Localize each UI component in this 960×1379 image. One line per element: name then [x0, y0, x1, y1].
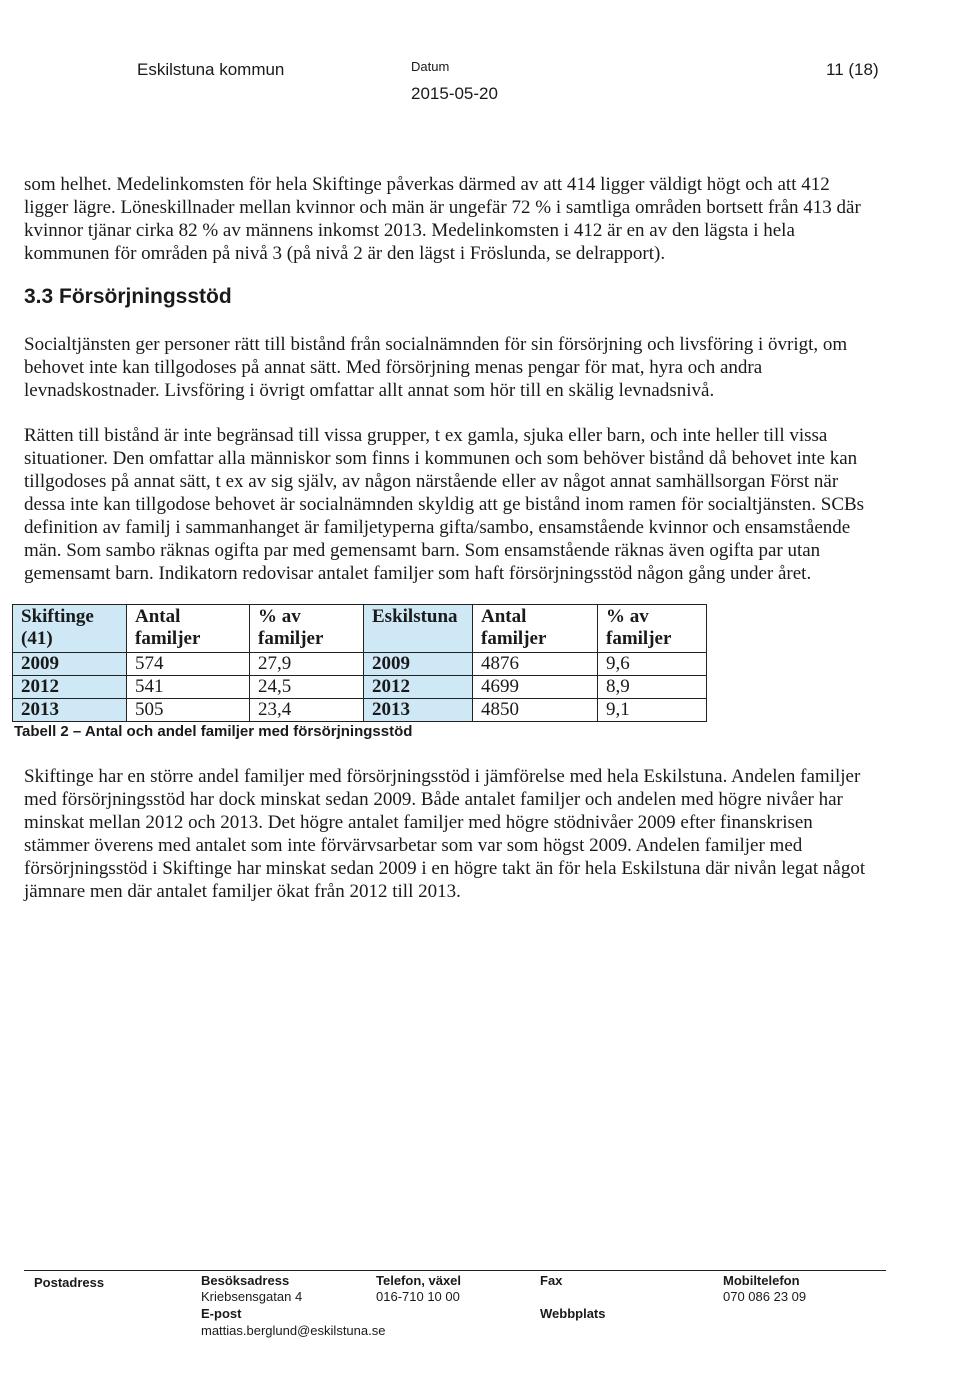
text-line: situationer. Den omfattar alla människor som finns i kommunen och som behöver bistånd då behovet inte kan — [24, 448, 858, 469]
besoksadress-value: Kriebsensgatan 4 — [201, 1289, 303, 1304]
text-line: dessa inte kan tillgodose behovet är socialnämnden skyldig att ge bistånd inom ramen för socialtjänsten. SCBs — [24, 494, 865, 515]
header-cell-percent2 — [598, 605, 707, 653]
text-line: som helhet. Medelinkomsten för hela Skiftinge påverkas därmed av att 414 ligger väldigt högt och att 412 — [24, 174, 830, 195]
header-text: Skiftinge — [21, 606, 94, 627]
header-text: Eskilstuna — [372, 606, 458, 627]
org-name: Eskilstuna kommun — [137, 60, 285, 79]
header-text: familjer — [606, 628, 672, 649]
table-row — [13, 653, 707, 676]
paragraph-ratten — [24, 424, 904, 585]
year-cell: 2013 — [364, 699, 473, 722]
text-line: Rätten till bistånd är inte begränsad till vissa grupper, t ex gamla, sjuka eller barn, och inte heller till vissa — [24, 425, 828, 446]
percent-cell: 24,5 — [250, 676, 364, 699]
table-row — [13, 676, 707, 699]
footer-divider — [24, 1270, 886, 1271]
header-text: % av — [606, 606, 649, 627]
header-text: familjer — [481, 628, 547, 649]
table-row — [13, 699, 707, 722]
header-cell-percent — [250, 605, 364, 653]
text-line: tillgodoses på annat sätt, t ex av sig själv, av någon närstående eller av något annat samhällsorgan Först när — [24, 471, 839, 492]
header-text: % av — [258, 606, 301, 627]
percent-cell: 8,9 — [598, 676, 707, 699]
text-line: levnadskostnader. Livsföring i övrigt omfattar allt annat som hör till en skälig levnadsnivå. — [24, 380, 715, 401]
count-cell: 4850 — [473, 699, 598, 722]
mobil-label: Mobiltelefon — [723, 1273, 800, 1288]
text-line: definition av familj i sammanhanget är familjetyperna gifta/sambo, ensamstående kvinnor och ensamstående — [24, 517, 851, 538]
text-line: jämnare men där antalet familjer ökat från 2012 till 2013. — [24, 881, 461, 902]
besoksadress-label: Besöksadress — [201, 1273, 290, 1288]
header-cell-area2 — [364, 605, 473, 653]
count-cell: 505 — [127, 699, 250, 722]
table-header-row — [13, 605, 707, 653]
text-line: gemensamt barn. Indikatorn redovisar antalet familjer som haft försörjningsstöd någon gång under året. — [24, 563, 812, 584]
telefon-value: 016-710 10 00 — [376, 1289, 460, 1304]
postadress-label: Postadress — [34, 1275, 105, 1290]
text-line: män. Som sambo räknas ogifta par med gemensamt barn. Som ensamstående räknas även ogifta par utan — [24, 540, 821, 561]
text-line: med försörjningsstöd har dock minskat sedan 2009. Både antalet familjer och andelen med högre nivåer har — [24, 789, 843, 810]
page-number: 11 (18) — [826, 60, 879, 79]
text-line: minskat mellan 2012 och 2013. Det högre antalet familjer med högre stödnivåer 2009 efter finanskrisen — [24, 812, 813, 833]
percent-cell: 9,1 — [598, 699, 707, 722]
mobil-value: 070 086 23 09 — [723, 1289, 807, 1304]
percent-cell: 9,6 — [598, 653, 707, 676]
webbplats-label: Webbplats — [540, 1306, 606, 1321]
count-cell: 541 — [127, 676, 250, 699]
year-cell: 2013 — [13, 699, 127, 722]
statistics-table — [12, 604, 707, 722]
header-cell-count2 — [473, 605, 598, 653]
year-cell: 2009 — [364, 653, 473, 676]
text-line: Socialtjänsten ger personer rätt till bistånd från socialnämnden för sin försörjning och livsföring i övrigt, om — [24, 334, 848, 355]
date-value: 2015-05-20 — [411, 84, 498, 103]
percent-cell: 23,4 — [250, 699, 364, 722]
text-line: behovet inte kan tillgodoses på annat sätt. Med försörjning menas pengar för mat, hyra och andra — [24, 357, 763, 378]
header-text: familjer — [135, 628, 201, 649]
year-cell: 2012 — [13, 676, 127, 699]
fax-label: Fax — [540, 1273, 563, 1288]
section-heading: 3.3 Försörjningsstöd — [24, 285, 232, 308]
header-text: Antal — [135, 606, 181, 627]
text-line: kommunen för områden på nivå 3 (på nivå 2 är den lägst i Fröslunda, se delrapport). — [24, 243, 666, 264]
count-cell: 4699 — [473, 676, 598, 699]
header-text: familjer — [258, 628, 324, 649]
text-line: kvinnor tjänar cirka 82 % av männens inkomst 2013. Medelinkomsten i 412 är en av den lägsta i hela — [24, 220, 795, 241]
epost-label: E-post — [201, 1306, 242, 1321]
header-text: Antal — [481, 606, 527, 627]
telefon-label: Telefon, växel — [376, 1273, 462, 1288]
text-line: ligger lägre. Löneskillnader mellan kvinnor och män är ungefär 72 % i samtliga områden bortsett från 413 där — [24, 197, 861, 218]
year-cell: 2012 — [364, 676, 473, 699]
text-line: Skiftinge har en större andel familjer med försörjningsstöd i jämförelse med hela Eskilstuna. Andelen familjer — [24, 766, 861, 787]
paragraph-socialtjansten — [24, 333, 904, 402]
text-line: stämmer överens med antalet som inte förvärvsarbetar som var som högst 2009. Andelen familjer med — [24, 835, 803, 856]
year-cell: 2009 — [13, 653, 127, 676]
header-text: (41) — [21, 628, 53, 649]
count-cell: 574 — [127, 653, 250, 676]
count-cell: 4876 — [473, 653, 598, 676]
epost-value: mattias.berglund@eskilstuna.se — [201, 1323, 386, 1338]
intro-paragraph — [24, 173, 904, 265]
percent-cell: 27,9 — [250, 653, 364, 676]
header-cell-count — [127, 605, 250, 653]
date-label: Datum — [411, 59, 450, 74]
header-cell-area — [13, 605, 127, 653]
table-caption: Tabell 2 – Antal och andel familjer med försörjningsstöd — [14, 723, 413, 740]
paragraph-analysis — [24, 765, 904, 903]
text-line: försörjningsstöd i Skiftinge har minskat sedan 2009 i en högre takt än för hela Eskilstuna där nivån legat något — [24, 858, 866, 879]
